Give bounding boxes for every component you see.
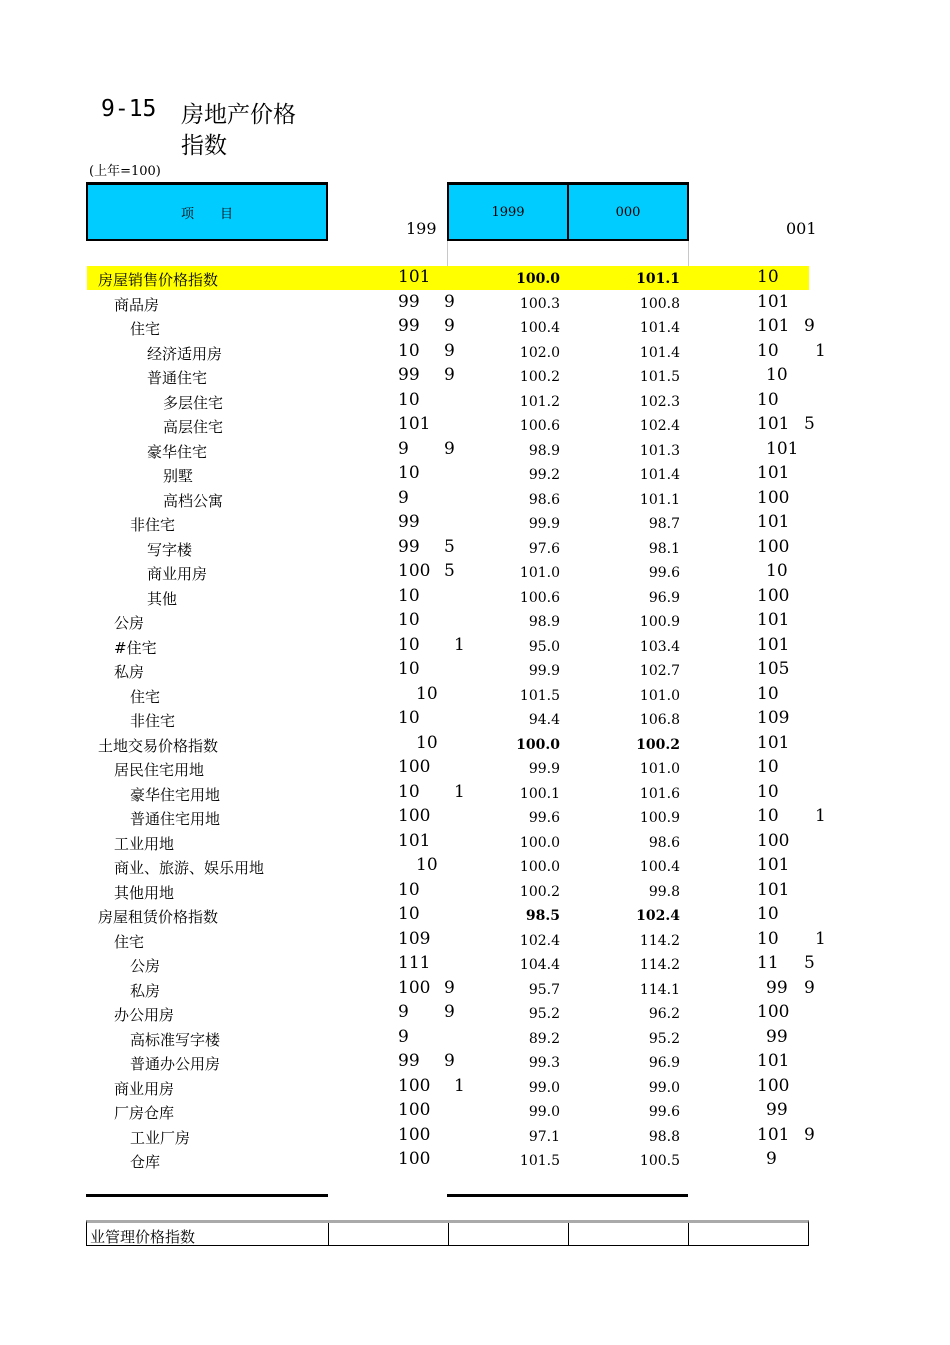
row-label: 多层住宅 — [163, 393, 224, 412]
footer-label: 业管理价格指数 — [90, 1228, 196, 1246]
table-row — [0, 806, 950, 831]
value-col4: 101 — [757, 879, 790, 900]
table-row — [0, 365, 950, 390]
table-row — [0, 684, 950, 709]
value-col4-extra: 9 — [804, 977, 815, 998]
value-col1: 10 — [398, 340, 420, 361]
value-col1: 100 — [398, 977, 431, 998]
value-col4: 101 — [757, 1051, 790, 1071]
value-col4: 101 — [757, 732, 790, 753]
table-row — [0, 341, 950, 366]
header-col2-label: 1999 — [491, 204, 525, 220]
row-label: 普通住宅 — [147, 369, 208, 387]
value-col4: 100 — [757, 1075, 790, 1096]
row-label: 高标准写字楼 — [130, 1030, 221, 1049]
value-col1: 9 — [398, 487, 409, 508]
value-col3: 114.2 — [639, 932, 680, 949]
value-col4: 99 — [766, 977, 788, 998]
value-col4: 101 — [766, 438, 799, 459]
value-col3: 100.9 — [639, 614, 680, 630]
value-col4: 10 — [757, 267, 779, 287]
value-col1: 10 — [398, 389, 420, 410]
value-col3: 100.8 — [639, 295, 680, 312]
value-col1: 10 — [398, 708, 420, 728]
value-col2: 100.2 — [519, 369, 560, 385]
value-col2: 98.9 — [528, 614, 560, 630]
value-col4-extra: 1 — [815, 928, 826, 949]
value-col1: 10 — [398, 659, 420, 679]
table-row — [0, 463, 950, 488]
table-row — [0, 831, 950, 856]
row-label: 仓库 — [130, 1153, 161, 1171]
value-col1-extra: 9 — [444, 1002, 455, 1022]
table-row — [0, 1125, 950, 1150]
value-col4: 10 — [757, 757, 779, 777]
value-col3: 100.9 — [639, 810, 680, 826]
value-col3: 100.2 — [636, 736, 680, 753]
value-col3: 101.0 — [639, 761, 680, 777]
table-row — [0, 1051, 950, 1076]
value-col1-extra: 9 — [444, 316, 455, 336]
row-label: 其他用地 — [114, 883, 175, 902]
row-label: 住宅 — [130, 320, 161, 338]
header-col3-label: 000 — [615, 204, 641, 220]
value-col3: 99.6 — [648, 565, 680, 581]
value-col1: 109 — [398, 928, 431, 949]
footer-cell — [569, 1223, 689, 1246]
footer-table — [86, 1220, 809, 1246]
row-label: 住宅 — [114, 932, 145, 951]
value-col1-extra: 5 — [444, 561, 455, 581]
row-label: 经济适用房 — [147, 344, 223, 363]
value-col2: 100.0 — [519, 859, 560, 875]
value-col1-extra: 9 — [444, 977, 455, 998]
value-col1-extra: 9 — [444, 1051, 455, 1071]
header-col1: 199 — [406, 219, 437, 238]
row-label: 工业用地 — [114, 834, 175, 853]
table-row — [0, 929, 950, 954]
table-row — [0, 1149, 950, 1174]
value-col3: 106.8 — [639, 712, 680, 728]
row-label: #住宅 — [114, 638, 157, 657]
value-col1: 10 — [398, 904, 420, 924]
page-title-continued: 指数 — [181, 133, 227, 159]
table-row — [0, 390, 950, 415]
value-col2: 99.9 — [528, 663, 560, 679]
table-row — [0, 635, 950, 660]
value-col1: 101 — [398, 830, 431, 851]
header-col4: 001 — [786, 219, 817, 238]
value-col1-extra: 9 — [444, 340, 455, 361]
row-label: 房屋租赁价格指数 — [98, 908, 219, 926]
value-col2: 95.2 — [528, 1006, 560, 1022]
table-row — [0, 978, 950, 1003]
value-col3: 98.1 — [648, 540, 680, 557]
table-row — [0, 537, 950, 562]
table-bottom-rule — [86, 1194, 328, 1197]
value-col3: 101.0 — [639, 687, 680, 704]
unit-note: (上年=100) — [89, 164, 161, 179]
value-col2: 97.6 — [528, 540, 560, 557]
value-col1: 9 — [398, 438, 409, 459]
footer-cell — [449, 1223, 569, 1246]
value-col1: 10 — [416, 855, 438, 875]
value-col2: 101.5 — [519, 687, 560, 704]
row-label: 普通办公用房 — [130, 1055, 221, 1073]
row-label: 商业、旅游、娱乐用地 — [114, 859, 265, 877]
row-label: 写字楼 — [147, 540, 193, 559]
value-col3: 101.1 — [639, 491, 680, 508]
value-col2: 98.9 — [528, 442, 560, 459]
value-col3: 114.1 — [639, 981, 680, 998]
value-col2: 99.3 — [528, 1055, 560, 1071]
value-col1-extra: 9 — [444, 365, 455, 385]
value-col3: 98.6 — [648, 834, 680, 851]
row-label: 非住宅 — [130, 712, 176, 730]
value-col2: 100.0 — [516, 736, 560, 753]
value-col3: 114.2 — [639, 957, 680, 973]
header-col2-cell — [447, 182, 569, 241]
value-col3: 102.3 — [639, 393, 680, 410]
table-row — [0, 904, 950, 929]
row-label: 其他 — [147, 589, 178, 608]
value-col2: 98.5 — [525, 908, 560, 924]
value-col1-extra: 5 — [444, 536, 455, 557]
value-col4: 100 — [757, 536, 790, 557]
value-col1: 9 — [398, 1026, 409, 1047]
value-col1: 10 — [416, 683, 438, 704]
value-col3: 98.8 — [648, 1128, 680, 1145]
value-col1: 9 — [398, 1002, 409, 1022]
value-col4: 9 — [766, 1149, 777, 1169]
table-row — [0, 610, 950, 635]
value-col1-extra: 1 — [454, 781, 465, 802]
value-col4-extra: 9 — [804, 316, 815, 336]
value-col3: 101.6 — [639, 785, 680, 802]
value-col1: 101 — [398, 267, 431, 287]
value-col3: 100.4 — [639, 859, 680, 875]
value-col1: 10 — [398, 463, 420, 483]
value-col1: 10 — [398, 610, 420, 630]
value-col1: 99 — [398, 512, 420, 532]
row-label: 私房 — [114, 663, 145, 681]
row-label: 私房 — [130, 981, 161, 1000]
value-col2: 94.4 — [528, 712, 560, 728]
value-col4: 11 — [757, 953, 779, 973]
value-col4: 100 — [757, 585, 790, 606]
value-col2: 100.6 — [519, 418, 560, 434]
value-col1-extra: 1 — [454, 634, 465, 655]
value-col3: 95.2 — [648, 1030, 680, 1047]
value-col2: 99.2 — [528, 467, 560, 483]
value-col3: 102.7 — [639, 663, 680, 679]
row-label: 别墅 — [163, 467, 194, 485]
value-col4: 10 — [757, 904, 779, 924]
grid-line — [688, 241, 689, 266]
table-row — [0, 733, 950, 758]
value-col4-extra: 1 — [815, 806, 826, 826]
value-col2: 104.4 — [519, 957, 560, 973]
value-col2: 95.0 — [528, 638, 560, 655]
value-col1: 99 — [398, 291, 420, 312]
value-col2: 100.4 — [519, 320, 560, 336]
value-col3: 100.5 — [639, 1153, 680, 1169]
table-row — [0, 782, 950, 807]
row-label: 非住宅 — [130, 516, 176, 534]
value-col2: 99.9 — [528, 516, 560, 532]
value-col4-extra: 9 — [804, 1124, 815, 1145]
value-col4: 101 — [757, 634, 790, 655]
table-row — [0, 855, 950, 880]
table-row — [0, 880, 950, 905]
value-col2: 99.0 — [528, 1104, 560, 1120]
value-col3: 96.2 — [648, 1006, 680, 1022]
value-col4: 101 — [757, 291, 790, 312]
value-col2: 100.3 — [519, 295, 560, 312]
row-label: 办公用房 — [114, 1006, 175, 1024]
value-col4: 100 — [757, 1002, 790, 1022]
header-col3-cell — [567, 182, 689, 241]
value-col1: 101 — [398, 414, 431, 434]
table-row — [0, 708, 950, 733]
value-col2: 99.9 — [528, 761, 560, 777]
value-col1: 100 — [398, 1124, 431, 1145]
row-label: 商业用房 — [114, 1079, 175, 1098]
value-col2: 100.0 — [519, 834, 560, 851]
value-col2: 100.2 — [519, 883, 560, 900]
table-row — [0, 659, 950, 684]
header-item-cell — [86, 182, 328, 241]
value-col4: 101 — [757, 463, 790, 483]
value-col4-extra: 5 — [804, 953, 815, 973]
value-col4: 10 — [757, 781, 779, 802]
table-row — [0, 292, 950, 317]
table-row — [0, 1100, 950, 1125]
value-col2: 97.1 — [528, 1128, 560, 1145]
table-row — [0, 512, 950, 537]
value-col1: 100 — [398, 1100, 431, 1120]
value-col1: 100 — [398, 1149, 431, 1169]
header-item-label: 项 目 — [180, 206, 233, 222]
value-col3: 101.1 — [636, 271, 680, 287]
row-label: 房屋销售价格指数 — [98, 271, 219, 289]
table-row — [0, 316, 950, 341]
footer-cell — [329, 1223, 449, 1246]
table-row — [0, 1076, 950, 1101]
value-col2: 100.0 — [516, 271, 560, 287]
value-col2: 99.0 — [528, 1079, 560, 1096]
row-label: 豪华住宅 — [147, 442, 208, 461]
value-col4: 100 — [757, 830, 790, 851]
value-col3: 101.4 — [639, 467, 680, 483]
value-col2: 102.0 — [519, 344, 560, 361]
value-col2: 89.2 — [528, 1030, 560, 1047]
value-col1: 100 — [398, 1075, 431, 1096]
value-col2: 100.6 — [519, 589, 560, 606]
value-col4-extra: 1 — [815, 340, 826, 361]
table-row — [0, 488, 950, 513]
value-col4: 10 — [757, 683, 779, 704]
value-col3: 102.4 — [636, 908, 680, 924]
table-row — [0, 586, 950, 611]
value-col3: 101.5 — [639, 369, 680, 385]
value-col1: 10 — [398, 781, 420, 802]
value-col4: 105 — [757, 659, 790, 679]
row-label: 普通住宅用地 — [130, 810, 221, 828]
value-col3: 101.3 — [639, 442, 680, 459]
value-col4: 10 — [757, 340, 779, 361]
row-label: 公房 — [114, 614, 145, 632]
value-col4: 101 — [757, 414, 790, 434]
value-col4: 10 — [757, 389, 779, 410]
row-label: 商品房 — [114, 295, 160, 314]
table-row — [0, 414, 950, 439]
value-col4: 10 — [766, 365, 788, 385]
table-row — [0, 561, 950, 586]
value-col2: 101.0 — [519, 565, 560, 581]
value-col4: 100 — [757, 487, 790, 508]
value-col4-extra: 5 — [804, 414, 815, 434]
grid-line — [447, 241, 448, 266]
value-col4: 99 — [766, 1100, 788, 1120]
value-col2: 101.2 — [519, 393, 560, 410]
value-col3: 101.4 — [639, 344, 680, 361]
value-col3: 99.6 — [648, 1104, 680, 1120]
value-col4: 10 — [757, 928, 779, 949]
row-label: 商业用房 — [147, 565, 208, 583]
page-title-number: 9-15 — [101, 96, 157, 122]
value-col1: 111 — [398, 953, 431, 973]
value-col1-extra: 9 — [444, 291, 455, 312]
value-col1: 10 — [398, 634, 420, 655]
value-col4: 10 — [766, 561, 788, 581]
value-col1: 100 — [398, 806, 431, 826]
table-row — [0, 1027, 950, 1052]
value-col4: 101 — [757, 512, 790, 532]
row-label: 工业厂房 — [130, 1128, 191, 1147]
value-col3: 99.0 — [648, 1079, 680, 1096]
value-col4: 109 — [757, 708, 790, 728]
value-col1-extra: 9 — [444, 438, 455, 459]
value-col3: 99.8 — [648, 883, 680, 900]
value-col1: 99 — [398, 365, 420, 385]
row-label: 豪华住宅用地 — [130, 785, 221, 804]
value-col3: 98.7 — [648, 516, 680, 532]
table-row — [0, 757, 950, 782]
value-col2: 99.6 — [528, 810, 560, 826]
value-col1: 99 — [398, 316, 420, 336]
row-label: 住宅 — [130, 687, 161, 706]
row-label: 高档公寓 — [163, 491, 224, 510]
table-row — [0, 439, 950, 464]
value-col4: 99 — [766, 1026, 788, 1047]
value-col2: 95.7 — [528, 981, 560, 998]
value-col3: 96.9 — [648, 1055, 680, 1071]
value-col4: 101 — [757, 316, 790, 336]
value-col4: 101 — [757, 855, 790, 875]
value-col3: 101.4 — [639, 320, 680, 336]
value-col3: 96.9 — [648, 589, 680, 606]
row-label: 厂房仓库 — [114, 1104, 175, 1122]
value-col2: 101.5 — [519, 1153, 560, 1169]
value-col1: 10 — [398, 879, 420, 900]
value-col4: 101 — [757, 1124, 790, 1145]
value-col1: 99 — [398, 1051, 420, 1071]
value-col4: 10 — [757, 806, 779, 826]
page-title: 房地产价格 — [181, 102, 296, 128]
row-label: 高层住宅 — [163, 418, 224, 436]
value-col4: 101 — [757, 610, 790, 630]
table-row — [0, 953, 950, 978]
value-col3: 102.4 — [639, 418, 680, 434]
row-label: 土地交易价格指数 — [98, 736, 219, 755]
value-col1: 10 — [416, 732, 438, 753]
table-bottom-rule — [447, 1194, 688, 1197]
value-col1: 99 — [398, 536, 420, 557]
value-col1: 10 — [398, 585, 420, 606]
table-row — [0, 267, 950, 292]
row-label: 居民住宅用地 — [114, 761, 205, 779]
value-col1: 100 — [398, 561, 431, 581]
table-row — [0, 1002, 950, 1027]
row-label: 公房 — [130, 957, 161, 975]
value-col3: 103.4 — [639, 638, 680, 655]
value-col1: 100 — [398, 757, 431, 777]
value-col2: 102.4 — [519, 932, 560, 949]
value-col1-extra: 1 — [454, 1075, 465, 1096]
value-col2: 98.6 — [528, 491, 560, 508]
value-col2: 100.1 — [519, 785, 560, 802]
